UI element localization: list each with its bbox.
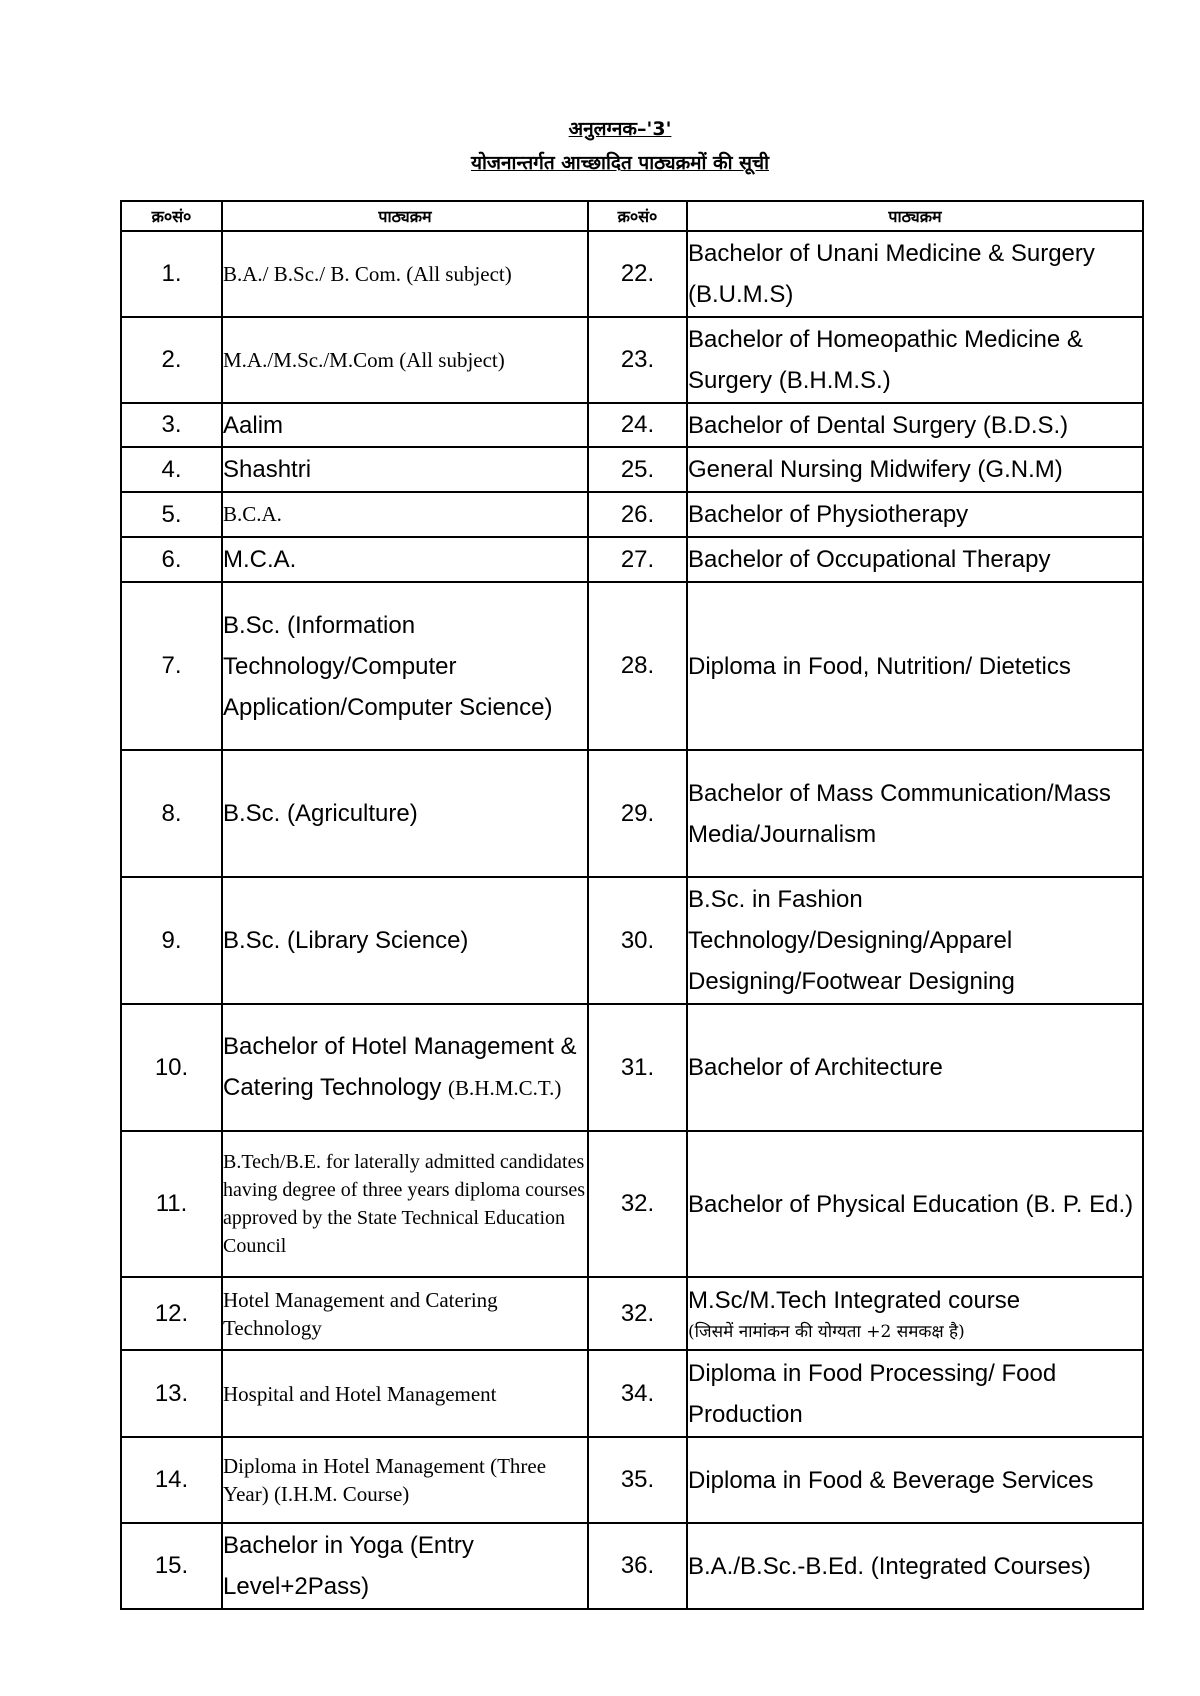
serial-number: 22. bbox=[588, 231, 687, 317]
course-name: Bachelor of Occupational Therapy bbox=[687, 537, 1143, 582]
annex-title: अनुलग्नक–'3' bbox=[568, 118, 672, 140]
serial-number: 25. bbox=[588, 447, 687, 492]
table-row bbox=[121, 317, 1143, 403]
course-name: Bachelor of Unani Medicine & Surgery (B.U.M.S) bbox=[687, 231, 1143, 317]
table-row bbox=[121, 1437, 1143, 1523]
table-row bbox=[121, 582, 1143, 750]
course-name-text: M.Sc/M.Tech Integrated course bbox=[688, 1286, 1021, 1314]
course-name: B.Sc. in Fashion Technology/Designing/Apparel Designing/Footwear Designing bbox=[687, 877, 1143, 1004]
course-name: General Nursing Midwifery (G.N.M) bbox=[687, 447, 1143, 492]
header-course2: पाठ्यक्रम bbox=[687, 201, 1143, 231]
course-name: Shashtri bbox=[222, 447, 588, 492]
serial-number: 6. bbox=[121, 537, 222, 582]
table-header-row bbox=[121, 201, 1143, 231]
course-name: M.C.A. bbox=[222, 537, 588, 582]
course-name: Diploma in Food & Beverage Services bbox=[687, 1437, 1143, 1523]
header-course: पाठ्यक्रम bbox=[222, 201, 588, 231]
table-row bbox=[121, 1004, 1143, 1131]
serial-number: 5. bbox=[121, 492, 222, 537]
serial-number: 8. bbox=[121, 750, 222, 877]
serial-number: 4. bbox=[121, 447, 222, 492]
course-name-text: Bachelor of Hotel Management & Catering Technology bbox=[223, 1033, 577, 1101]
course-name: Hospital and Hotel Management bbox=[222, 1350, 588, 1437]
table-row bbox=[121, 403, 1143, 447]
serial-number: 34. bbox=[588, 1350, 687, 1437]
serial-number: 27. bbox=[588, 537, 687, 582]
course-name: Bachelor of Physical Education (B. P. Ed.) bbox=[687, 1131, 1143, 1277]
course-abbreviation: (B.H.M.C.T.) bbox=[448, 1076, 562, 1100]
serial-number: 26. bbox=[588, 492, 687, 537]
course-name: Bachelor of Homeopathic Medicine & Surgery (B.H.M.S.) bbox=[687, 317, 1143, 403]
serial-number: 10. bbox=[121, 1004, 222, 1131]
serial-number: 12. bbox=[121, 1277, 222, 1350]
table-row bbox=[121, 1350, 1143, 1437]
serial-number: 24. bbox=[588, 403, 687, 447]
table-row bbox=[121, 1131, 1143, 1277]
serial-number: 2. bbox=[121, 317, 222, 403]
serial-number: 1. bbox=[121, 231, 222, 317]
table-row bbox=[121, 750, 1143, 877]
course-eligibility-note: (जिसमें नामांकन की योग्यता +2 समकक्ष है) bbox=[688, 1321, 965, 1342]
course-name: B.A./B.Sc.-B.Ed. (Integrated Courses) bbox=[687, 1523, 1143, 1609]
course-name: M.A./M.Sc./M.Com (All subject) bbox=[222, 317, 588, 403]
serial-number: 9. bbox=[121, 877, 222, 1004]
table-row bbox=[121, 492, 1143, 537]
course-name: Aalim bbox=[222, 403, 588, 447]
table-row bbox=[121, 231, 1143, 317]
table-row bbox=[121, 447, 1143, 492]
list-title: योजनान्तर्गत आच्छादित पाठ्यक्रमों की सूची bbox=[470, 152, 770, 174]
course-name: Bachelor of Physiotherapy bbox=[687, 492, 1143, 537]
serial-number: 32. bbox=[588, 1277, 687, 1350]
course-name: B.Tech/B.E. for laterally admitted candidates having degree of three years diploma courses approved by the State Technical Education Council bbox=[222, 1131, 588, 1277]
course-name: Diploma in Food Processing/ Food Production bbox=[687, 1350, 1143, 1437]
course-name: Bachelor in Yoga (Entry Level+2Pass) bbox=[222, 1523, 588, 1609]
course-name: Diploma in Food, Nutrition/ Dietetics bbox=[687, 582, 1143, 750]
table-row bbox=[121, 1277, 1143, 1350]
serial-number: 31. bbox=[588, 1004, 687, 1131]
course-name: B.Sc. (Library Science) bbox=[222, 877, 588, 1004]
course-name bbox=[687, 1277, 1143, 1350]
serial-number: 11. bbox=[121, 1131, 222, 1277]
course-table bbox=[120, 200, 1144, 1610]
course-name: Bachelor of Dental Surgery (B.D.S.) bbox=[687, 403, 1143, 447]
serial-number: 15. bbox=[121, 1523, 222, 1609]
header-sn: क्र०सं० bbox=[121, 201, 222, 231]
course-name: B.Sc. (Agriculture) bbox=[222, 750, 588, 877]
table-row bbox=[121, 537, 1143, 582]
serial-number: 30. bbox=[588, 877, 687, 1004]
course-name: B.C.A. bbox=[222, 492, 588, 537]
serial-number: 32. bbox=[588, 1131, 687, 1277]
course-name: B.A./ B.Sc./ B. Com. (All subject) bbox=[222, 231, 588, 317]
serial-number: 3. bbox=[121, 403, 222, 447]
serial-number: 23. bbox=[588, 317, 687, 403]
serial-number: 7. bbox=[121, 582, 222, 750]
serial-number: 28. bbox=[588, 582, 687, 750]
serial-number: 29. bbox=[588, 750, 687, 877]
course-name bbox=[222, 1004, 588, 1131]
course-name: Hotel Management and Catering Technology bbox=[222, 1277, 588, 1350]
table-row bbox=[121, 1523, 1143, 1609]
course-name: Diploma in Hotel Management (Three Year) (I.H.M. Course) bbox=[222, 1437, 588, 1523]
serial-number: 36. bbox=[588, 1523, 687, 1609]
serial-number: 35. bbox=[588, 1437, 687, 1523]
course-name: B.Sc. (Information Technology/Computer Application/Computer Science) bbox=[222, 582, 588, 750]
serial-number: 13. bbox=[121, 1350, 222, 1437]
table-row bbox=[121, 877, 1143, 1004]
course-name: Bachelor of Architecture bbox=[687, 1004, 1143, 1131]
header-sn2: क्र०सं० bbox=[588, 201, 687, 231]
page-header bbox=[0, 112, 1200, 180]
serial-number: 14. bbox=[121, 1437, 222, 1523]
course-name: Bachelor of Mass Communication/Mass Media/Journalism bbox=[687, 750, 1143, 877]
